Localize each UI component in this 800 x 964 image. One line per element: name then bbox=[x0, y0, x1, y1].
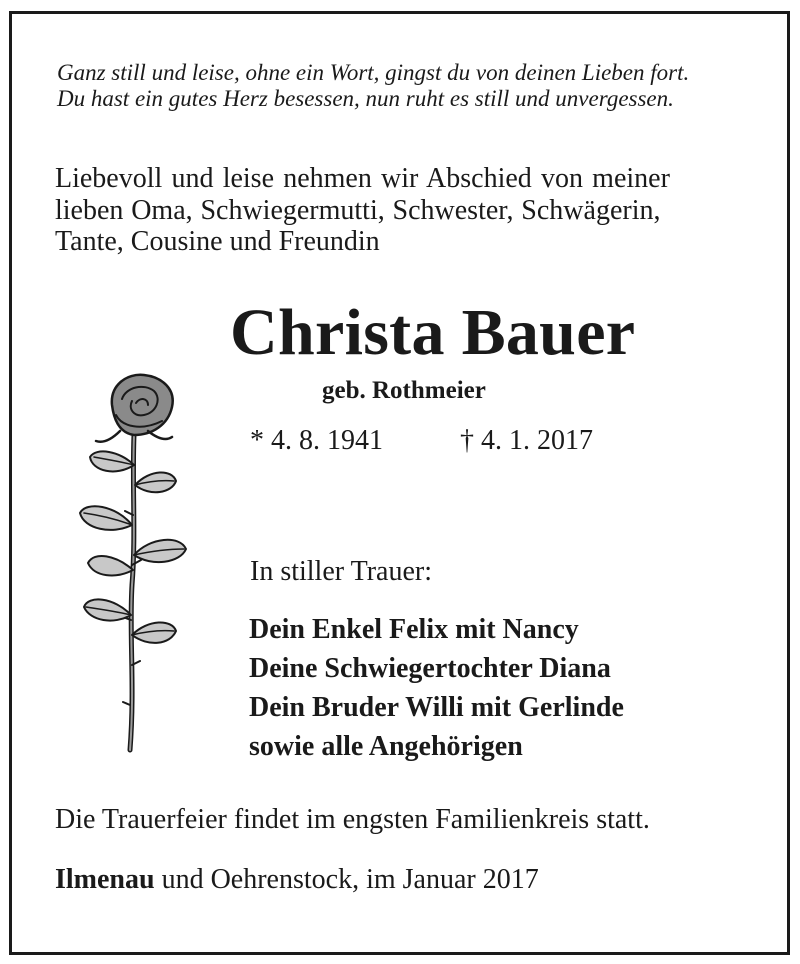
intro-line-3: Tante, Cousine und Freundin bbox=[55, 226, 380, 257]
mourner-line: sowie alle Angehörigen bbox=[249, 731, 523, 762]
birth-date: * 4. 8. 1941 bbox=[250, 425, 383, 456]
rose-icon bbox=[72, 365, 197, 760]
maiden-name: geb. Rothmeier bbox=[322, 377, 486, 404]
intro-line-2: lieben Oma, Schwiegermutti, Schwester, Schwägerin, bbox=[55, 195, 661, 226]
mourner-line: Dein Bruder Willi mit Gerlinde bbox=[249, 692, 624, 723]
deceased-name: Christa Bauer bbox=[230, 296, 636, 369]
motto-line-1: Ganz still und leise, ohne ein Wort, gingst du von deinen Lieben fort. bbox=[57, 60, 690, 85]
mourners-heading: In stiller Trauer: bbox=[250, 556, 432, 587]
place-date-rest: und Oehrenstock, im Januar 2017 bbox=[154, 864, 539, 895]
death-date: † 4. 1. 2017 bbox=[460, 425, 593, 456]
place-name: Ilmenau bbox=[55, 864, 155, 895]
mourner-line: Deine Schwiegertochter Diana bbox=[249, 653, 611, 684]
intro-line-1: Liebevoll und leise nehmen wir Abschied von meiner bbox=[55, 163, 670, 194]
mourner-line: Dein Enkel Felix mit Nancy bbox=[249, 614, 579, 645]
place-date bbox=[55, 864, 539, 896]
funeral-note: Die Trauerfeier findet im engsten Familienkreis statt. bbox=[55, 804, 650, 835]
motto-line-2: Du hast ein gutes Herz besessen, nun ruht es still und unvergessen. bbox=[57, 86, 674, 111]
